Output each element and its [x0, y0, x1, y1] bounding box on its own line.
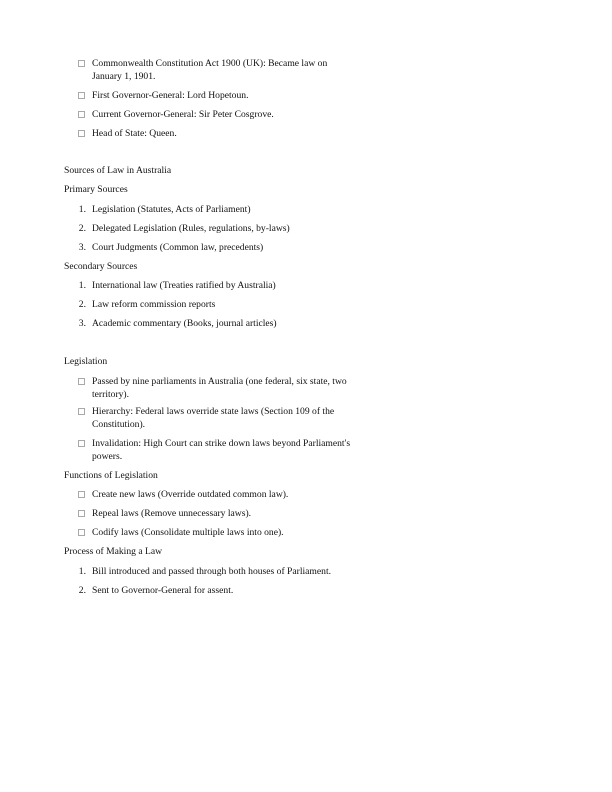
bullet-square-icon	[78, 440, 85, 447]
intro-bullet-4: Head of State: Queen.	[92, 128, 177, 139]
primary-source-item-3: Court Judgments (Common law, precedents)	[92, 242, 264, 253]
list-number: 1.	[78, 566, 86, 577]
list-number: 1.	[78, 280, 86, 291]
function-bullet-1: Create new laws (Override outdated common law).	[92, 489, 289, 500]
legislation-bullet-1: Passed by nine parliaments in Australia (one federal, six state, two territory).	[92, 376, 347, 400]
legislation-bullet-3: Invalidation: High Court can strike down laws beyond Parliament's powers.	[92, 438, 351, 462]
secondary-sources-heading: Secondary Sources	[64, 261, 138, 272]
bullet-square-icon	[78, 510, 85, 517]
legislation-heading: Legislation	[64, 356, 108, 367]
list-number: 3.	[78, 242, 86, 253]
bullet-square-icon	[78, 92, 85, 99]
function-bullet-2: Repeal laws (Remove unnecessary laws).	[92, 508, 252, 519]
bullet-square-icon	[78, 130, 85, 137]
bullet-square-icon	[78, 529, 85, 536]
secondary-source-item-3: Academic commentary (Books, journal articles)	[92, 318, 277, 329]
legislation-bullet-2: Hierarchy: Federal laws override state laws (Section 109 of the Constitution).	[92, 406, 335, 430]
list-number: 2.	[78, 223, 86, 234]
sources-heading: Sources of Law in Australia	[64, 165, 172, 176]
list-number: 2.	[78, 299, 86, 310]
primary-source-item-2: Delegated Legislation (Rules, regulations, by-laws)	[92, 223, 290, 234]
bullet-square-icon	[78, 111, 85, 118]
list-number: 2.	[78, 585, 86, 596]
bullet-square-icon	[78, 491, 85, 498]
intro-bullet-1: Commonwealth Constitution Act 1900 (UK): Became law on January 1, 1901.	[92, 58, 328, 82]
intro-bullet-2: First Governor-General: Lord Hopetoun.	[92, 90, 249, 101]
list-number: 3.	[78, 318, 86, 329]
function-bullet-3: Codify laws (Consolidate multiple laws into one).	[92, 527, 284, 538]
primary-sources-heading: Primary Sources	[64, 184, 128, 195]
process-item-1: Bill introduced and passed through both houses of Parliament.	[92, 566, 332, 577]
functions-heading: Functions of Legislation	[64, 470, 158, 481]
bullet-square-icon	[78, 60, 85, 67]
bullet-square-icon	[78, 378, 85, 385]
secondary-source-item-1: International law (Treaties ratified by Australia)	[92, 280, 276, 291]
process-heading: Process of Making a Law	[64, 546, 163, 557]
primary-source-item-1: Legislation (Statutes, Acts of Parliament)	[92, 204, 251, 215]
secondary-source-item-2: Law reform commission reports	[92, 299, 216, 310]
process-item-2: Sent to Governor-General for assent.	[92, 585, 234, 596]
bullet-square-icon	[78, 408, 85, 415]
intro-bullet-3: Current Governor-General: Sir Peter Cosgrove.	[92, 109, 274, 120]
list-number: 1.	[78, 204, 86, 215]
